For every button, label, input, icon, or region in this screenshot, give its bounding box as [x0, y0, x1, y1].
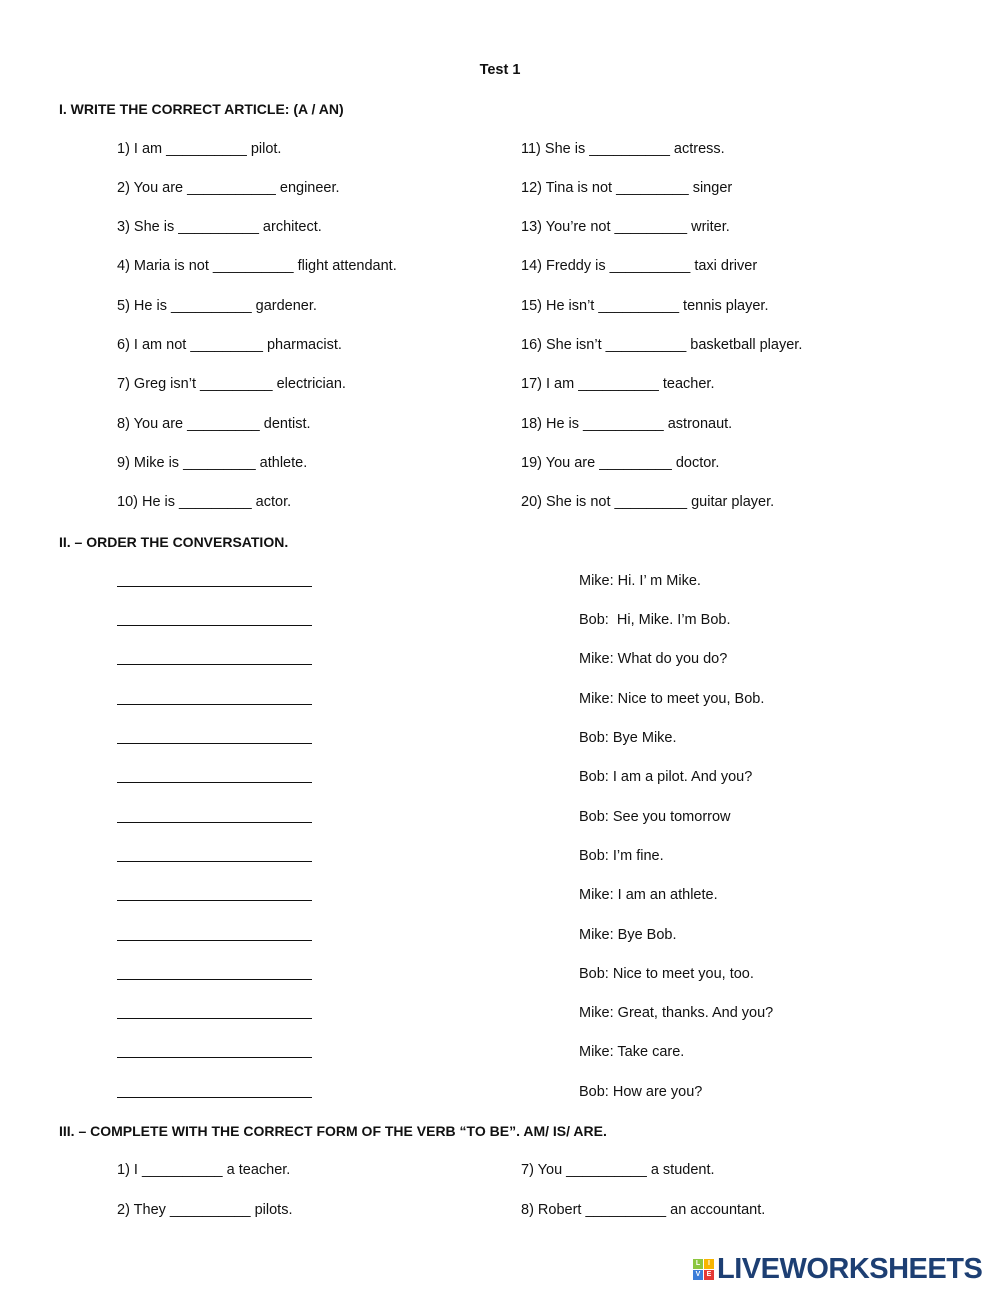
exercise-row [0, 1158, 1000, 1197]
conversation-row [0, 647, 1000, 686]
exercise-row [0, 294, 1000, 333]
exercise-item: 4) Maria is not __________ flight attendant. [117, 258, 397, 275]
logo-cubes-icon: L I V E [693, 1259, 714, 1280]
exercise-row [0, 215, 1000, 254]
conversation-row [0, 687, 1000, 726]
exercise-item: 18) He is __________ astronaut. [521, 415, 733, 432]
answer-blank[interactable] [117, 726, 312, 744]
conversation-row [0, 844, 1000, 883]
conversation-row [0, 608, 1000, 647]
conversation-line: Mike: Take care. [579, 1044, 685, 1061]
answer-blank[interactable] [117, 1001, 312, 1019]
section-2-heading: II. – ORDER THE CONVERSATION. [59, 533, 289, 550]
exercise-row [0, 490, 1000, 529]
answer-blank[interactable] [117, 687, 312, 705]
conversation-line: Mike: Hi. I’ m Mike. [579, 572, 701, 589]
conversation-line: Mike: I am an athlete. [579, 887, 718, 904]
exercise-item: 10) He is _________ actor. [117, 494, 292, 511]
exercise-item: 3) She is __________ architect. [117, 219, 322, 236]
conversation-row [0, 569, 1000, 608]
exercise-item: 11) She is __________ actress. [521, 140, 725, 157]
exercise-row [0, 254, 1000, 293]
answer-blank[interactable] [117, 765, 312, 783]
exercise-row [0, 412, 1000, 451]
section-3-heading: III. – COMPLETE WITH THE CORRECT FORM OF THE VERB “TO BE”. AM/ IS/ ARE. [59, 1123, 607, 1140]
answer-blank[interactable] [117, 923, 312, 941]
exercise-item: 1) I __________ a teacher. [117, 1162, 291, 1179]
liveworksheets-logo: L I V E LIVEWORKSHEETS [693, 1253, 982, 1286]
conversation-line: Bob: Bye Mike. [579, 730, 677, 747]
answer-blank[interactable] [117, 569, 312, 587]
exercise-item: 15) He isn’t __________ tennis player. [521, 297, 769, 314]
conversation-row [0, 923, 1000, 962]
worksheet-title: Test 1 [479, 62, 521, 78]
exercise-item: 17) I am __________ teacher. [521, 376, 715, 393]
exercise-item: 5) He is __________ gardener. [117, 297, 317, 314]
exercise-item: 2) You are ___________ engineer. [117, 179, 340, 196]
exercise-row [0, 137, 1000, 176]
exercise-item: 16) She isn’t __________ basketball player. [521, 337, 803, 354]
exercise-item: 8) Robert __________ an accountant. [521, 1201, 766, 1218]
answer-blank[interactable] [117, 1080, 312, 1098]
exercise-item: 6) I am not _________ pharmacist. [117, 337, 342, 354]
conversation-row [0, 883, 1000, 922]
exercise-item: 2) They __________ pilots. [117, 1201, 293, 1218]
answer-blank[interactable] [117, 805, 312, 823]
exercise-item: 13) You’re not _________ writer. [521, 219, 730, 236]
conversation-row [0, 1040, 1000, 1079]
exercise-item: 7) Greg isn’t _________ electrician. [117, 376, 346, 393]
answer-blank[interactable] [117, 1040, 312, 1058]
conversation-line: Bob: Nice to meet you, too. [579, 965, 754, 982]
section-1-heading: I. WRITE THE CORRECT ARTICLE: (A / AN) [59, 101, 344, 118]
conversation-line: Bob: I’m fine. [579, 847, 664, 864]
exercise-item: 20) She is not _________ guitar player. [521, 494, 775, 511]
exercise-item: 8) You are _________ dentist. [117, 415, 311, 432]
answer-blank[interactable] [117, 962, 312, 980]
exercise-item: 19) You are _________ doctor. [521, 454, 720, 471]
conversation-line: Mike: Bye Bob. [579, 926, 677, 943]
answer-blank[interactable] [117, 844, 312, 862]
conversation-row [0, 1080, 1000, 1119]
answer-blank[interactable] [117, 647, 312, 665]
conversation-line: Bob: I am a pilot. And you? [579, 769, 753, 786]
conversation-row [0, 1001, 1000, 1040]
exercise-row [0, 372, 1000, 411]
exercise-row [0, 333, 1000, 372]
conversation-row [0, 962, 1000, 1001]
conversation-line: Bob: How are you? [579, 1083, 703, 1100]
conversation-line: Mike: Great, thanks. And you? [579, 1005, 774, 1022]
conversation-row [0, 805, 1000, 844]
exercise-item: 12) Tina is not _________ singer [521, 179, 733, 196]
answer-blank[interactable] [117, 608, 312, 626]
answer-blank[interactable] [117, 883, 312, 901]
conversation-line: Mike: What do you do? [579, 651, 728, 668]
conversation-row [0, 765, 1000, 804]
exercise-row [0, 176, 1000, 215]
exercise-row [0, 451, 1000, 490]
conversation-line: Bob: See you tomorrow [579, 808, 731, 825]
conversation-row [0, 726, 1000, 765]
exercise-item: 9) Mike is _________ athlete. [117, 454, 308, 471]
exercise-row [0, 1198, 1000, 1237]
conversation-line: Mike: Nice to meet you, Bob. [579, 690, 765, 707]
exercise-item: 14) Freddy is __________ taxi driver [521, 258, 758, 275]
exercise-item: 1) I am __________ pilot. [117, 140, 282, 157]
exercise-item: 7) You __________ a student. [521, 1162, 715, 1179]
conversation-line: Bob: Hi, Mike. I’m Bob. [579, 612, 731, 629]
